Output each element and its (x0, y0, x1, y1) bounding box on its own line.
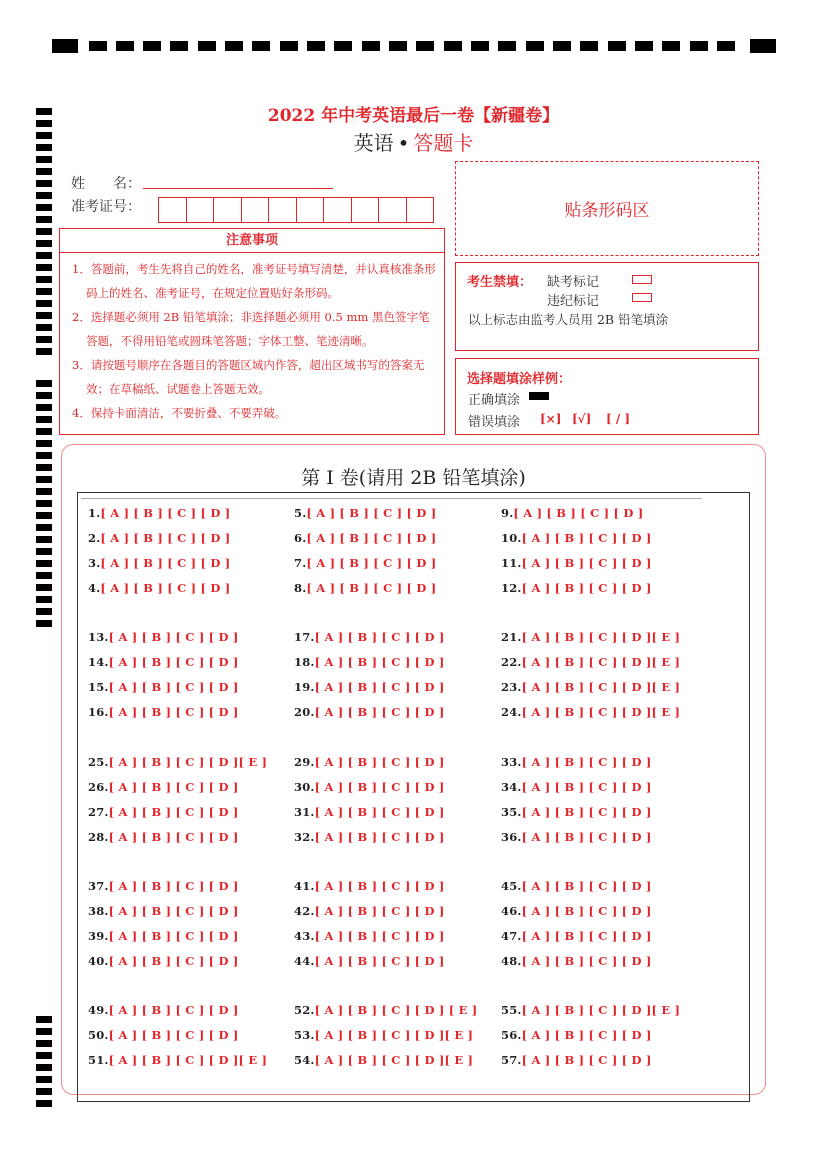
answer-options[interactable]: [ A ] [ B ] [ C ] [ D ] (314, 805, 445, 819)
question-number: 12. (501, 581, 522, 595)
notice-item: 2．选择题必须用 2B 铅笔填涂；非选择题必须用 0.5 mm 黑色签字笔答题，不得用铅笔或圆珠笔答题；字体工整、笔迹清晰。 (72, 310, 430, 348)
question-row[interactable] (88, 1003, 239, 1017)
question-row[interactable] (501, 506, 643, 520)
question-number: 54. (294, 1053, 315, 1067)
question-row[interactable] (501, 755, 652, 769)
timing-mark (36, 264, 52, 271)
answer-options[interactable]: [ A ] [ B ] [ C ] [ D ] (100, 556, 231, 570)
question-row[interactable] (88, 780, 239, 794)
question-row[interactable] (88, 680, 239, 694)
question-number: 10. (501, 531, 522, 545)
question-number: 29. (294, 755, 315, 769)
question-number: 19. (294, 680, 315, 694)
timing-mark (36, 180, 52, 187)
question-row[interactable] (501, 954, 652, 968)
answer-options[interactable]: [ A ] [ B ] [ C ] [ D ] (314, 755, 445, 769)
answer-options[interactable]: [ A ] [ B ] [ C ] [ D ] (521, 531, 652, 545)
question-row[interactable] (294, 830, 445, 844)
answer-options[interactable]: [ A ] [ B ] [ C ] [ D ] (521, 1053, 652, 1067)
timing-mark (608, 41, 626, 51)
question-number: 13. (88, 630, 109, 644)
notice-title: 注意事项 (60, 229, 444, 253)
question-row[interactable] (501, 1053, 652, 1067)
question-row[interactable] (294, 954, 445, 968)
question-number: 33. (501, 755, 522, 769)
top-timing-marks (52, 39, 776, 53)
answer-options[interactable]: [ A ] [ B ] [ C ] [ D ] (314, 630, 445, 644)
question-number: 46. (501, 904, 522, 918)
question-row[interactable] (501, 531, 652, 545)
timing-mark (526, 41, 544, 51)
exam-number-digit-box[interactable] (407, 198, 434, 222)
question-number: 51. (88, 1053, 109, 1067)
question-row[interactable] (88, 655, 239, 669)
timing-mark (717, 41, 735, 51)
question-row[interactable] (88, 531, 230, 545)
question-row[interactable] (501, 680, 680, 694)
question-row[interactable] (294, 755, 445, 769)
answer-options[interactable]: [ A ] [ B ] [ C ] [ D ] (521, 755, 652, 769)
question-row[interactable] (88, 630, 239, 644)
timing-mark (36, 192, 52, 199)
notice-item: 3．请按题号顺序在各题目的答题区域内作答，超出区域书写的答案无效；在草稿纸、试题卷上答题无效。 (72, 358, 425, 396)
question-row[interactable] (501, 581, 652, 595)
question-number: 55. (501, 1003, 522, 1017)
timing-mark (52, 39, 78, 53)
timing-mark (36, 452, 52, 459)
timing-mark (498, 41, 516, 51)
question-row[interactable] (501, 655, 680, 669)
question-row[interactable] (88, 954, 239, 968)
question-row[interactable] (294, 680, 445, 694)
timing-mark (252, 41, 270, 51)
answer-options[interactable]: [ A ] [ B ] [ C ] [ D ] (108, 879, 239, 893)
answer-options[interactable]: [ A ] [ B ] [ C ] [ D ] (108, 705, 239, 719)
timing-mark (170, 41, 188, 51)
answer-options[interactable]: [ A ] [ B ] [ C ] [ D ] (521, 830, 652, 844)
question-row[interactable] (501, 630, 680, 644)
question-row[interactable] (501, 556, 652, 570)
answer-options[interactable]: [ A ] [ B ] [ C ] [ D ] (314, 780, 445, 794)
timing-mark (36, 1088, 52, 1095)
wrong-mark-cross: [×] (540, 412, 562, 426)
question-number: 2. (88, 531, 101, 545)
question-row[interactable] (294, 630, 445, 644)
notice-list (60, 253, 444, 425)
question-number: 7. (294, 556, 307, 570)
timing-mark (89, 41, 107, 51)
question-number: 21. (501, 630, 522, 644)
timing-mark (143, 41, 161, 51)
question-number: 35. (501, 805, 522, 819)
question-number: 41. (294, 879, 315, 893)
exam-number-label: 准考证号： (71, 199, 141, 215)
question-number: 1. (88, 506, 101, 520)
prohibit-title: 考生禁填： (467, 275, 533, 290)
exam-title: 2022 年中考英语最后一卷【新疆卷】 (267, 106, 560, 126)
correct-fill-label: 正确填涂 (468, 393, 521, 408)
wrong-fill-label: 错误填涂 (468, 415, 521, 430)
timing-mark (580, 41, 598, 51)
timing-mark (36, 1028, 52, 1035)
timing-mark (36, 288, 52, 295)
timing-mark (36, 1052, 52, 1059)
answer-options[interactable]: [ A ] [ B ] [ C ] [ D ] [ E ] (314, 1003, 478, 1017)
exam-number-digit-box[interactable] (324, 198, 352, 222)
answer-options[interactable]: [ A ] [ B ] [ C ] [ D ] (108, 1028, 239, 1042)
answer-options[interactable]: [ A ] [ B ] [ C ] [ D ] (521, 556, 652, 570)
question-number: 50. (88, 1028, 109, 1042)
answer-options[interactable]: [ A ] [ B ] [ C ] [ D ] (314, 705, 445, 719)
timing-mark (36, 416, 52, 423)
question-number: 23. (501, 680, 522, 694)
question-number: 56. (501, 1028, 522, 1042)
violation-label: 违纪标记 (547, 294, 600, 309)
question-row[interactable] (501, 1028, 652, 1042)
prohibit-box (455, 262, 759, 351)
question-number: 17. (294, 630, 315, 644)
question-number: 44. (294, 954, 315, 968)
timing-mark (36, 240, 52, 247)
question-row[interactable] (294, 506, 436, 520)
question-row[interactable] (88, 556, 230, 570)
answer-options[interactable]: [ A ] [ B ] [ C ] [ D ] (521, 904, 652, 918)
question-row[interactable] (294, 705, 445, 719)
question-row[interactable] (294, 904, 445, 918)
timing-mark (36, 300, 52, 307)
timing-mark (36, 536, 52, 543)
question-number: 24. (501, 705, 522, 719)
question-row[interactable] (294, 1003, 477, 1017)
question-number: 48. (501, 954, 522, 968)
question-number: 47. (501, 929, 522, 943)
timing-mark (750, 39, 776, 53)
answer-card-label: 答题卡 (413, 131, 474, 155)
timing-mark (36, 620, 52, 627)
question-row[interactable] (294, 1028, 473, 1042)
wrong-mark-slash: [ / ] (606, 412, 631, 426)
timing-mark (690, 41, 708, 51)
question-number: 52. (294, 1003, 315, 1017)
exam-number-digit-box[interactable] (269, 198, 297, 222)
question-row[interactable] (294, 556, 436, 570)
timing-mark (36, 216, 52, 223)
timing-mark (280, 41, 298, 51)
answer-options[interactable]: [ A ] [ B ] [ C ] [ D ] (108, 805, 239, 819)
question-number: 28. (88, 830, 109, 844)
timing-mark (471, 41, 489, 51)
question-number: 4. (88, 581, 101, 595)
exam-number-boxes[interactable] (158, 197, 434, 223)
timing-mark (36, 1064, 52, 1071)
answer-options[interactable]: [ A ] [ B ] [ C ] [ D ] (108, 929, 239, 943)
answer-options[interactable]: [ A ] [ B ] [ C ] [ D ] (100, 581, 231, 595)
absent-label: 缺考标记 (547, 275, 600, 290)
question-row[interactable] (294, 780, 445, 794)
answer-options[interactable]: [ A ] [ B ] [ C ] [ D ] (521, 805, 652, 819)
timing-mark (36, 548, 52, 555)
exam-number-digit-box[interactable] (379, 198, 407, 222)
timing-mark (36, 252, 52, 259)
timing-mark (36, 1040, 52, 1047)
answer-options[interactable]: [ A ] [ B ] [ C ] [ D ] (314, 954, 445, 968)
question-number: 6. (294, 531, 307, 545)
question-number: 36. (501, 830, 522, 844)
question-number: 26. (88, 780, 109, 794)
notice-box (59, 228, 445, 435)
answer-options[interactable]: [ A ] [ B ] [ C ] [ D ][ E ] (108, 1053, 268, 1067)
question-number: 49. (88, 1003, 109, 1017)
question-number: 30. (294, 780, 315, 794)
answer-options[interactable]: [ A ] [ B ] [ C ] [ D ] (306, 506, 437, 520)
absent-mark-box[interactable] (632, 275, 652, 284)
question-row[interactable] (88, 929, 239, 943)
answer-options[interactable]: [ A ] [ B ] [ C ] [ D ] (108, 1003, 239, 1017)
timing-mark (36, 572, 52, 579)
exam-number-digit-box[interactable] (187, 198, 215, 222)
question-row[interactable] (88, 904, 239, 918)
timing-mark (553, 41, 571, 51)
question-number: 39. (88, 929, 109, 943)
question-number: 42. (294, 904, 315, 918)
answer-options[interactable]: [ A ] [ B ] [ C ] [ D ] (108, 655, 239, 669)
answer-options[interactable]: [ A ] [ B ] [ C ] [ D ] (521, 929, 652, 943)
timing-mark (225, 41, 243, 51)
timing-mark (36, 524, 52, 531)
timing-mark (36, 404, 52, 411)
answer-options[interactable]: [ A ] [ B ] [ C ] [ D ][ E ] (521, 630, 681, 644)
answer-options[interactable]: [ A ] [ B ] [ C ] [ D ] (314, 680, 445, 694)
question-row[interactable] (501, 929, 652, 943)
question-number: 32. (294, 830, 315, 844)
exam-number-digit-box[interactable] (297, 198, 325, 222)
question-number: 20. (294, 705, 315, 719)
question-number: 18. (294, 655, 315, 669)
question-row[interactable] (501, 780, 652, 794)
answer-options[interactable]: [ A ] [ B ] [ C ] [ D ][ E ] (521, 1003, 681, 1017)
violation-mark-box[interactable] (632, 293, 652, 302)
question-row[interactable] (88, 805, 239, 819)
timing-mark (36, 560, 52, 567)
barcode-area: 贴条形码区 (455, 161, 759, 256)
timing-mark (36, 336, 52, 343)
timing-mark (36, 324, 52, 331)
question-number: 38. (88, 904, 109, 918)
left-timing-marks (36, 0, 54, 1169)
answer-options[interactable]: [ A ] [ B ] [ C ] [ D ] (100, 506, 231, 520)
answer-options[interactable]: [ A ] [ B ] [ C ] [ D ][ E ] (521, 655, 681, 669)
timing-mark (635, 41, 653, 51)
subject-label: 英语 (353, 131, 394, 155)
question-number: 8. (294, 581, 307, 595)
timing-mark (389, 41, 407, 51)
answer-options[interactable]: [ A ] [ B ] [ C ] [ D ] (314, 655, 445, 669)
question-row[interactable] (501, 1003, 680, 1017)
timing-mark (36, 1076, 52, 1083)
question-number: 34. (501, 780, 522, 794)
question-row[interactable] (88, 581, 230, 595)
answer-options[interactable]: [ A ] [ B ] [ C ] [ D ] (108, 780, 239, 794)
question-row[interactable] (88, 755, 267, 769)
sample-title: 选择题填涂样例： (467, 372, 572, 387)
answer-options[interactable]: [ A ] [ B ] [ C ] [ D ][ E ] (314, 1028, 474, 1042)
answer-options[interactable]: [ A ] [ B ] [ C ] [ D ] (108, 630, 239, 644)
timing-mark (307, 41, 325, 51)
question-row[interactable] (501, 879, 652, 893)
answer-options[interactable]: [ A ] [ B ] [ C ] [ D ] (108, 954, 239, 968)
question-row[interactable] (501, 705, 680, 719)
question-row[interactable] (88, 879, 239, 893)
timing-mark (362, 41, 380, 51)
correct-fill-mark (529, 392, 549, 400)
question-row[interactable] (294, 655, 445, 669)
answer-options[interactable]: [ A ] [ B ] [ C ] [ D ][ E ] (521, 680, 681, 694)
question-number: 5. (294, 506, 307, 520)
answer-options[interactable]: [ A ] [ B ] [ C ] [ D ] (306, 556, 437, 570)
answer-options[interactable]: [ A ] [ B ] [ C ] [ D ] (108, 904, 239, 918)
question-number: 27. (88, 805, 109, 819)
exam-number-digit-box[interactable] (214, 198, 242, 222)
question-row[interactable] (294, 805, 445, 819)
answer-options[interactable]: [ A ] [ B ] [ C ] [ D ] (314, 929, 445, 943)
name-field[interactable] (143, 188, 333, 189)
question-number: 31. (294, 805, 315, 819)
question-row[interactable] (294, 1053, 473, 1067)
question-number: 15. (88, 680, 109, 694)
timing-mark (444, 41, 462, 51)
question-number: 40. (88, 954, 109, 968)
answer-options[interactable]: [ A ] [ B ] [ C ] [ D ] (521, 581, 652, 595)
question-number: 22. (501, 655, 522, 669)
answer-options[interactable]: [ A ] [ B ] [ C ] [ D ] (306, 581, 437, 595)
timing-mark (36, 228, 52, 235)
question-number: 14. (88, 655, 109, 669)
question-number: 25. (88, 755, 109, 769)
card-title (0, 127, 827, 156)
timing-mark (36, 596, 52, 603)
answer-options[interactable]: [ A ] [ B ] [ C ] [ D ] (314, 830, 445, 844)
timing-mark (36, 276, 52, 283)
answer-grid-divider (81, 498, 702, 499)
timing-mark (662, 41, 680, 51)
timing-mark (36, 608, 52, 615)
answer-options[interactable]: [ A ] [ B ] [ C ] [ D ] (521, 780, 652, 794)
answer-options[interactable]: [ A ] [ B ] [ C ] [ D ] (100, 531, 231, 545)
timing-mark (36, 348, 52, 355)
question-number: 43. (294, 929, 315, 943)
timing-mark (36, 392, 52, 399)
answer-options[interactable]: [ A ] [ B ] [ C ] [ D ] (108, 830, 239, 844)
answer-options[interactable]: [ A ] [ B ] [ C ] [ D ] (521, 954, 652, 968)
question-number: 37. (88, 879, 109, 893)
timing-mark (36, 500, 52, 507)
question-number: 9. (501, 506, 514, 520)
question-row[interactable] (294, 581, 436, 595)
timing-mark (36, 440, 52, 447)
question-number: 53. (294, 1028, 315, 1042)
timing-mark (36, 312, 52, 319)
answer-options[interactable]: [ A ] [ B ] [ C ] [ D ] (521, 1028, 652, 1042)
timing-mark (36, 1100, 52, 1107)
timing-mark (116, 41, 134, 51)
answer-options[interactable]: [ A ] [ B ] [ C ] [ D ] (314, 879, 445, 893)
timing-mark (198, 41, 216, 51)
question-row[interactable] (294, 531, 436, 545)
question-row[interactable] (88, 506, 230, 520)
answer-options[interactable]: [ A ] [ B ] [ C ] [ D ][ E ] (521, 705, 681, 719)
prohibit-note: 以上标志由监考人员用 2B 铅笔填涂 (468, 312, 669, 327)
timing-mark (36, 204, 52, 211)
section-title: 第 I 卷(请用 2B 铅笔填涂) (301, 467, 526, 489)
notice-item: 4．保持卡面清洁，不要折叠、不要弄破。 (72, 406, 287, 420)
timing-mark (36, 1016, 52, 1023)
answer-options[interactable]: [ A ] [ B ] [ C ] [ D ] (314, 904, 445, 918)
exam-number-digit-box[interactable] (242, 198, 270, 222)
question-row[interactable] (88, 1053, 267, 1067)
answer-options[interactable]: [ A ] [ B ] [ C ] [ D ][ E ] (108, 755, 268, 769)
timing-mark (36, 584, 52, 591)
question-number: 16. (88, 705, 109, 719)
timing-mark (36, 156, 52, 163)
question-number: 3. (88, 556, 101, 570)
fill-sample-box (455, 358, 759, 435)
answer-options[interactable]: [ A ] [ B ] [ C ] [ D ] (306, 531, 437, 545)
wrong-mark-check: [√] (572, 412, 592, 426)
answer-options[interactable]: [ A ] [ B ] [ C ] [ D ][ E ] (314, 1053, 474, 1067)
title-dot: • (397, 131, 410, 155)
question-row[interactable] (88, 705, 239, 719)
timing-mark (36, 168, 52, 175)
timing-mark (36, 512, 52, 519)
timing-mark (36, 380, 52, 387)
question-row[interactable] (88, 830, 239, 844)
timing-mark (334, 41, 352, 51)
question-number: 45. (501, 879, 522, 893)
answer-options[interactable]: [ A ] [ B ] [ C ] [ D ] (513, 506, 644, 520)
question-row[interactable] (294, 929, 445, 943)
timing-mark (36, 428, 52, 435)
question-number: 57. (501, 1053, 522, 1067)
notice-item: 1．答题前，考生先将自己的姓名，准考证号填写清楚，并认真核准条形码上的姓名、准考证号，在规定位置贴好条形码。 (72, 262, 436, 300)
name-label: 姓 名： (71, 176, 141, 192)
question-row[interactable] (501, 904, 652, 918)
exam-number-digit-box[interactable] (352, 198, 380, 222)
question-row[interactable] (501, 805, 652, 819)
exam-number-digit-box[interactable] (159, 198, 187, 222)
answer-options[interactable]: [ A ] [ B ] [ C ] [ D ] (108, 680, 239, 694)
question-row[interactable] (294, 879, 445, 893)
timing-mark (416, 41, 434, 51)
answer-options[interactable]: [ A ] [ B ] [ C ] [ D ] (521, 879, 652, 893)
question-number: 11. (501, 556, 522, 570)
question-row[interactable] (501, 830, 652, 844)
question-row[interactable] (88, 1028, 239, 1042)
